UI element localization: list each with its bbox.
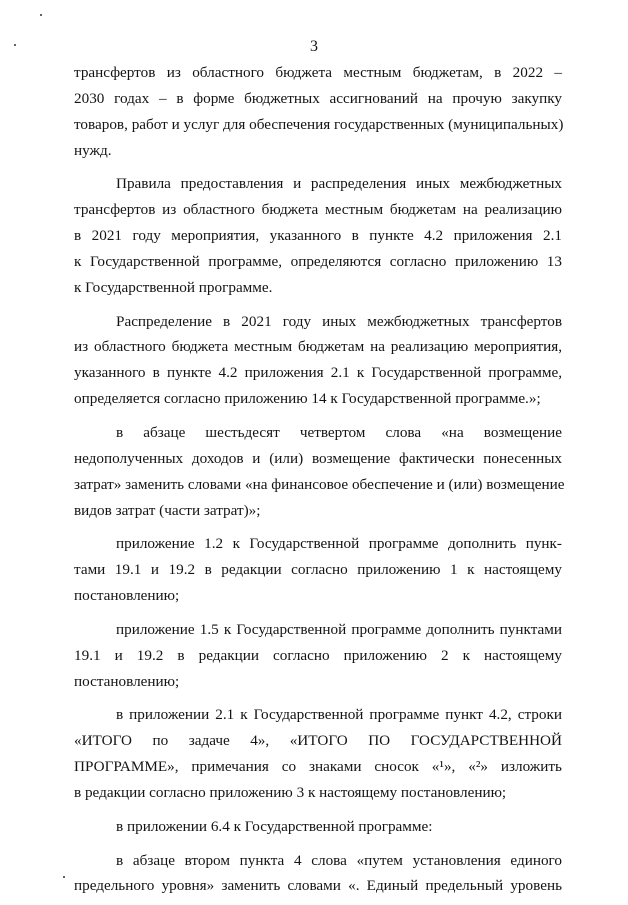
text-line: видов затрат (части затрат)»; xyxy=(74,501,261,519)
paragraph-amendment-64 xyxy=(74,420,565,523)
text-line: к Государственной программе, определяются согласно приложению 13 xyxy=(74,252,562,270)
scan-speck xyxy=(63,876,65,878)
scan-speck xyxy=(40,14,42,16)
text-line: «ИТОГО по задаче 4», «ИТОГО ПО ГОСУДАРСТВЕННОЙ xyxy=(74,732,562,750)
paragraph-appendix-1-2 xyxy=(74,531,562,609)
text-line: недополученных доходов и (или) возмещение фактически понесенных xyxy=(74,449,562,467)
text-line: приложение 1.2 к Государственной программе дополнить пунк- xyxy=(116,535,562,553)
text-line: нужд. xyxy=(74,141,112,159)
page-number: 3 xyxy=(310,38,318,55)
paragraph-appendix-1-5 xyxy=(74,617,562,695)
text-line: постановлению; xyxy=(74,587,180,605)
text-line: указанного в пункте 4.2 приложения 2.1 к Государственной программе, xyxy=(74,364,562,382)
text-line: Правила предоставления и распределения иных межбюджетных xyxy=(116,175,562,193)
text-line: товаров, работ и услуг для обеспечения государственных (муниципальных) xyxy=(74,115,564,133)
paragraph-rules xyxy=(74,171,562,300)
paragraph-continuation xyxy=(74,60,562,163)
text-line: тами 19.1 и 19.2 в редакции согласно приложению 1 к настоящему xyxy=(74,561,562,579)
text-line: трансфертов из областного бюджета местным бюджетам, в 2022 – xyxy=(74,64,562,81)
text-line: предельного уровня» заменить словами «. Единый предельный уровень xyxy=(74,877,562,895)
text-line: Распределение в 2021 году иных межбюджетных трансфертов xyxy=(116,312,562,330)
text-line: постановлению; xyxy=(74,672,180,690)
paragraph-appendix-6-4 xyxy=(74,814,562,840)
text-line: в приложении 2.1 к Государственной программе пункт 4.2, строки xyxy=(116,706,562,724)
text-line: 19.1 и 19.2 в редакции согласно приложению 2 к настоящему xyxy=(74,646,562,664)
text-line: в приложении 6.4 к Государственной программе: xyxy=(116,817,433,835)
text-line: ПРОГРАММЕ», примечания со знаками сносок «¹», «²» изложить xyxy=(74,758,562,776)
text-line: трансфертов из областного бюджета местным бюджетам на реализацию xyxy=(74,201,562,219)
text-line: в 2021 году мероприятия, указанного в пункте 4.2 приложения 2.1 xyxy=(74,227,562,245)
text-line: в абзаце шестьдесят четвертом слова «на возмещение xyxy=(116,423,562,441)
text-line: к Государственной программе. xyxy=(74,278,273,296)
text-line: из областного бюджета местным бюджетам на реализацию мероприятия, xyxy=(74,338,562,356)
text-line: приложение 1.5 к Государственной программе дополнить пунктами xyxy=(116,620,562,638)
text-line: 2030 годах – в форме бюджетных ассигнований на прочую закупку xyxy=(74,89,562,107)
document-body xyxy=(74,60,565,899)
text-line: в редакции согласно приложению 3 к настоящему постановлению; xyxy=(74,783,507,801)
paragraph-item-4 xyxy=(74,848,562,900)
text-line: затрат» заменить словами «на финансовое обеспечение и (или) возмещение xyxy=(74,475,565,493)
text-line: в абзаце втором пункта 4 слова «путем установления единого xyxy=(116,851,562,869)
text-line: определяется согласно приложению 14 к Государственной программе.»; xyxy=(74,390,541,408)
paragraph-distribution xyxy=(74,309,562,412)
paragraph-appendix-2-1 xyxy=(74,702,562,805)
